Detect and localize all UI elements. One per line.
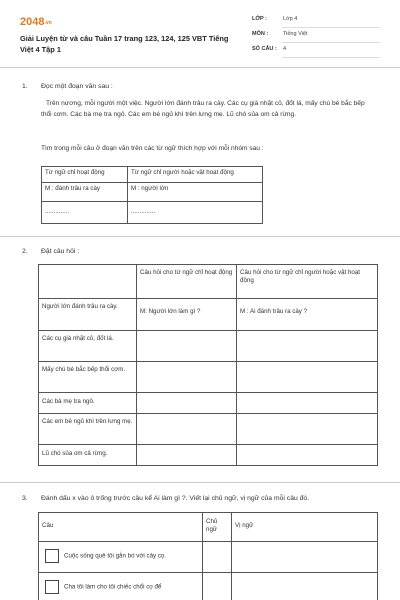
site-logo[interactable] [20, 15, 52, 30]
meta-line [282, 27, 380, 28]
table-row [39, 362, 378, 393]
table-row [39, 331, 378, 362]
q3-header-sentence: Câu [39, 513, 203, 542]
answer-cell[interactable] [237, 393, 378, 414]
table-header-row [39, 265, 378, 299]
answer-cell[interactable] [203, 573, 232, 600]
answer-cell[interactable] [232, 573, 378, 600]
meta-line [282, 57, 380, 58]
meta-count-value: 4 [283, 46, 287, 52]
answer-cell[interactable] [237, 445, 378, 466]
answer-cell[interactable] [232, 542, 378, 573]
q1-header-actor: Từ ngữ chỉ người hoặc vật hoạt động [128, 167, 263, 183]
answer-cell[interactable] [203, 542, 232, 573]
q1-instruction: Tìm trong mỗi câu ở đoạn văn trên các từ ngữ thích hợp với mỗi nhóm sau : [41, 145, 264, 152]
meta-class-value: Lớp 4 [283, 16, 298, 22]
table-cell: .............. [42, 202, 128, 224]
q1-prompt: Đọc một đoạn văn sau : [41, 83, 113, 90]
table-cell [39, 542, 203, 573]
q1-header-activity: Từ ngữ chỉ hoạt động [42, 167, 128, 183]
meta-line [282, 42, 380, 43]
table-cell: M : đánh trâu ra cày [42, 183, 128, 202]
answer-cell[interactable] [237, 331, 378, 362]
q2-header-actor-question: Câu hỏi cho từ ngữ chỉ người hoặc vật hoạt động [237, 265, 378, 299]
q3-header-predicate: Vị ngữ [232, 513, 378, 542]
answer-cell[interactable] [137, 331, 237, 362]
table-row [42, 183, 263, 202]
meta-subject-key: MÔN : [252, 31, 269, 37]
q3-sentence: Cuộc sống quê tôi gắn bó với cây cọ. [64, 552, 167, 560]
q3-prompt: Đánh dấu x vào ô trống trước câu kể Ai làm gì ?. Viết lại chủ ngữ, vị ngữ của mỗi câu đó. [41, 495, 310, 502]
checkbox[interactable] [45, 580, 59, 594]
logo-text: 2048 [20, 16, 45, 28]
q2-number: 2. [22, 248, 28, 255]
table-cell: Mấy chú bé bắc bếp thổi cơm. [39, 362, 137, 393]
table-cell: Lũ chó sủa om cả rừng. [39, 445, 137, 466]
answer-cell[interactable] [137, 445, 237, 466]
table-cell: Các cụ già nhặt cỏ, đốt lá. [39, 331, 137, 362]
answer-cell[interactable] [237, 414, 378, 445]
answer-cell[interactable] [237, 362, 378, 393]
table-header-row [42, 167, 263, 183]
meta-class [252, 14, 380, 28]
table-cell: Người lớn đánh trâu ra cày. [39, 299, 137, 331]
meta-count-key: SỐ CÂU : [252, 46, 277, 52]
section-divider [0, 482, 400, 483]
section-divider [0, 236, 400, 237]
table-cell: .............. [128, 202, 263, 224]
meta-subject [252, 29, 380, 43]
table-row [39, 414, 378, 445]
meta-subject-value: Tiếng Việt [283, 31, 308, 37]
table-cell: Các em bé ngủ khì trên lưng mẹ. [39, 414, 137, 445]
table-row [39, 393, 378, 414]
answer-cell[interactable] [137, 362, 237, 393]
table-cell: M: Người lớn làm gì ? [137, 299, 237, 331]
table-row [39, 445, 378, 466]
meta-question-count [252, 44, 380, 58]
meta-class-key: LỚP : [252, 16, 267, 22]
q1-passage: Trên nương, mỗi người một việc. Người lớn đánh trâu ra cày. Các cụ già nhặt cỏ, đốt lá, mấy chú bé bắc bếp thổi cơm. Các bà mẹ tra ngô. Các em bé ngủ khì trên lưng mẹ. Lũ chó sủa om cả rừng. [41, 100, 365, 118]
q3-table [38, 512, 378, 600]
checkbox[interactable] [45, 549, 59, 563]
table-cell [39, 573, 203, 600]
answer-cell[interactable] [137, 414, 237, 445]
table-cell: Các bà mẹ tra ngô. [39, 393, 137, 414]
q1-number: 1. [22, 83, 28, 90]
page-header [0, 0, 400, 68]
table-row [42, 202, 263, 224]
q2-header-sentence [39, 265, 137, 299]
q1-table [41, 166, 263, 224]
q3-header-subject: Chủ ngữ [203, 513, 232, 542]
logo-suffix: .vn [44, 20, 52, 26]
table-header-row [39, 513, 378, 542]
page-title: Giải Luyện từ và câu Tuần 17 trang 123, 124, 125 VBT Tiếng Việt 4 Tập 1 [20, 34, 229, 54]
q3-sentence: Cha tôi làm cho tôi chiếc chổi cọ để [64, 583, 162, 591]
answer-cell[interactable] [137, 393, 237, 414]
table-row [39, 299, 378, 331]
table-cell: M : Ai đánh trâu ra cày ? [237, 299, 378, 331]
table-row [39, 573, 378, 600]
q3-number: 3. [22, 495, 28, 502]
table-row [39, 542, 378, 573]
q2-prompt: Đặt câu hỏi : [41, 248, 80, 255]
q2-header-activity-question: Câu hỏi cho từ ngữ chỉ hoạt động [137, 265, 237, 299]
table-cell: M : người lớn [128, 183, 263, 202]
q2-table [38, 264, 378, 466]
